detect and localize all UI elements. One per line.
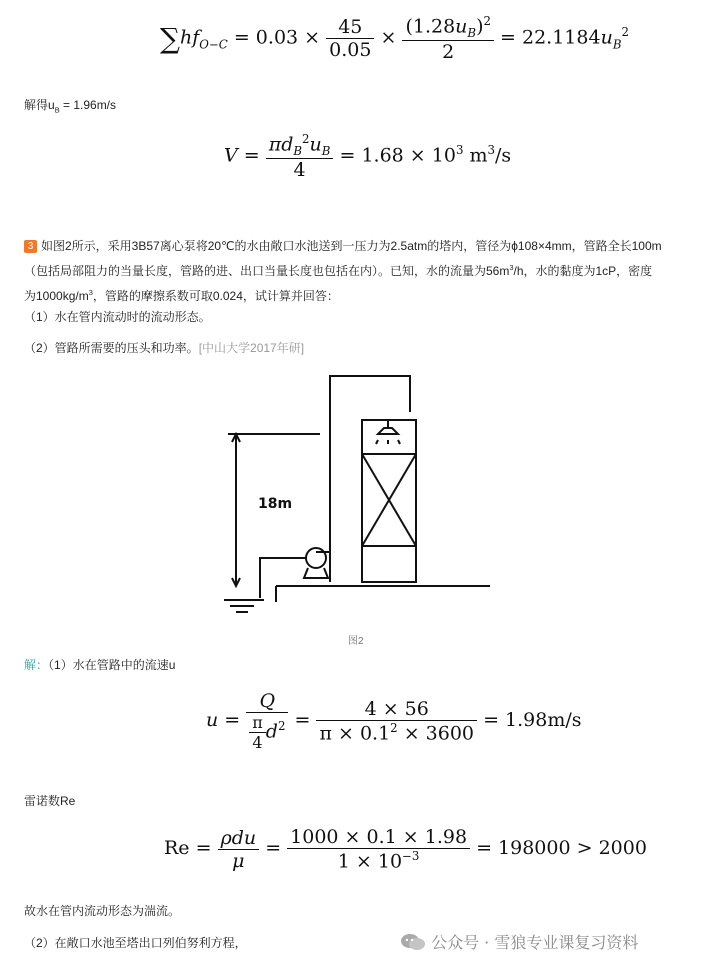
problem-line-1: 3 如图2所示，采用3B57离心泵将20℃的水由敞口水池送到一压力为2.5atm的塔内，管径为ϕ108×4mm，管路全长100m xyxy=(24,236,694,257)
equation-velocity: u = Q $\frac{\pi}{4}$ $d^2$ = $\frac{4 \times 56}{\pi \times 0.1^2 \times 3600}$ = 1.98m/s xyxy=(206,690,582,752)
pump-tower-diagram xyxy=(220,372,490,622)
watermark: 公众号 · 雪狼专业课复习资料 xyxy=(400,930,638,953)
velocity-result-line: 解得$u_B = 1.96m/s$ xyxy=(24,98,117,115)
problem-line-3: 为$1000kg/m^3$，管路的摩擦系数可取0.024，试计算并回答： xyxy=(24,288,339,303)
equation-reynolds: Re = $\frac{\text{ρdu}}{\mu}$ = $\frac{1000 \times 0.1 \times 1.98}{1 \times 10^{-3}}$ = 198000 > 2000 xyxy=(164,826,647,873)
reynolds-label: 雷诺数Re xyxy=(24,794,76,808)
question-1: （1）水在管内流动时的流动形态。 xyxy=(24,310,211,324)
source-tag: [中山大学2017年研] xyxy=(198,341,305,355)
problem-statement xyxy=(24,236,694,307)
question-2: （2）管路所需要的压头和功率。[中山大学2017年研] xyxy=(24,341,305,355)
solution-step-2: （2）在敞口水池至塔出口列伯努利方程， xyxy=(24,936,247,950)
height-label: 18m xyxy=(258,496,293,512)
solution-step-1: 解：（1）水在管路中的流速u xyxy=(24,658,176,672)
equation-head-loss: $\sum hf_{O-C} = 0.03$ × $\frac{45}{0.05}$ × $\frac{(1.28u_B)^2}{2}$ = $22.1184u_B^2$ xyxy=(160,14,629,64)
sum-symbol: ∑ xyxy=(160,22,180,56)
solution-label: 解： xyxy=(24,658,49,672)
flow-regime-conclusion: 故水在管内流动形态为湍流。 xyxy=(24,904,181,918)
problem-line-2: （包括局部阻力的当量长度，管路的进、出口当量长度也包括在内）。已知，水的流量为$56m^3/h$，水的黏度为1cP，密度 xyxy=(24,263,653,278)
equation-volume-flow: V = $\frac{\pi d_B^2u_B}{4}$ = $1.68 \times 10^3$ $m^3/s$ xyxy=(224,132,512,182)
figure-caption: 图2 xyxy=(348,636,364,647)
wechat-icon xyxy=(400,932,426,952)
problem-number-badge: 3 xyxy=(24,240,37,253)
